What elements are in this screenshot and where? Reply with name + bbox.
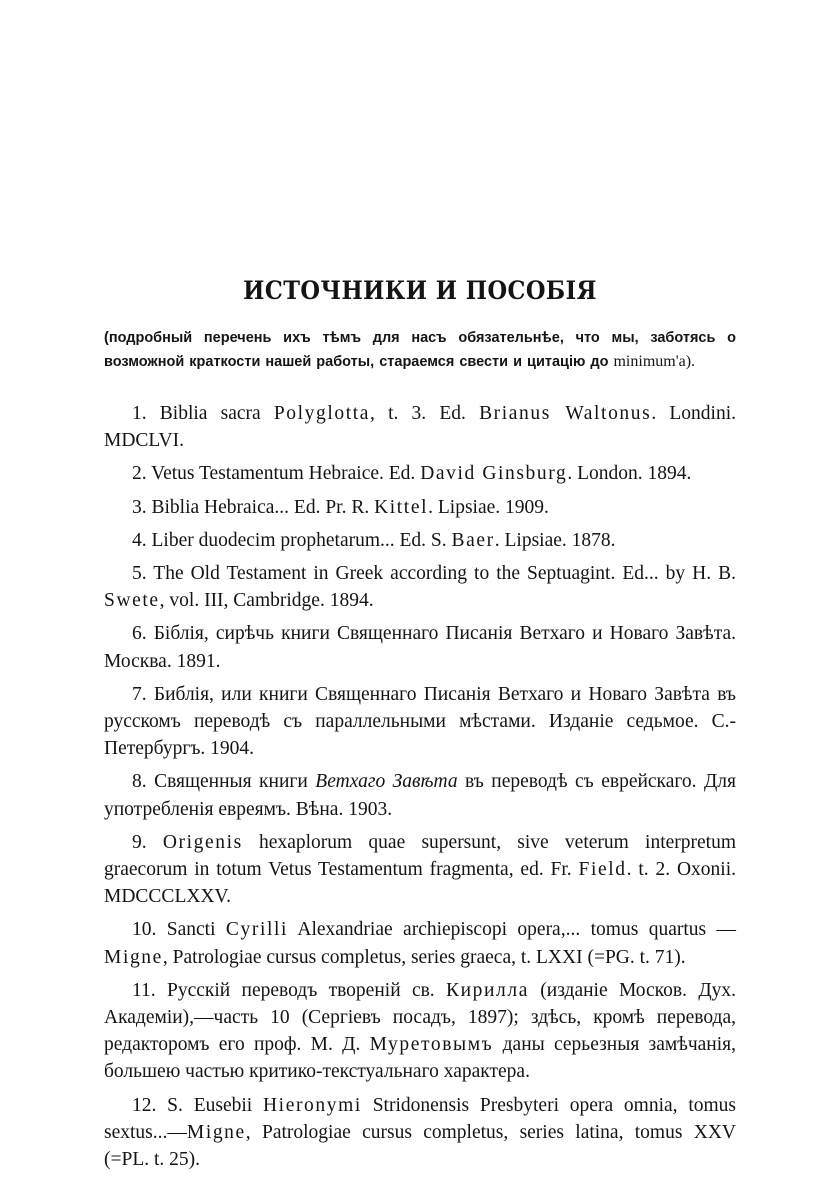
source-number: 9. bbox=[132, 831, 147, 853]
source-number: 1. bbox=[132, 403, 147, 424]
source-text: Stridonensis Presbyteri opera omnia, tomus sextus...— bbox=[104, 1094, 736, 1143]
source-number: 12. bbox=[132, 1094, 157, 1116]
source-text: , vol. III, Cambridge. 1894. bbox=[159, 590, 374, 612]
source-text: Vetus Testamentum Hebraice. Ed. bbox=[146, 463, 421, 485]
source-text: Biblia Hebraica... Ed. Pr. R. bbox=[146, 496, 375, 518]
source-text: (изданіе Москов. Дух. Академіи),—часть 10 (Сергіевъ посадъ, 1897); здѣсь, кромѣ перевода, редакторомъ его проф. М. Д. bbox=[104, 979, 736, 1056]
source-text: . Londini. MDCLVI. bbox=[104, 403, 736, 452]
spaced-name: Origenis bbox=[162, 831, 243, 853]
source-text: Біблія, сирѣчь книги Священнаго Писанія Ветхаго и Новаго Завѣта. Москва. 1891. bbox=[104, 623, 736, 672]
source-item bbox=[104, 620, 736, 674]
source-text: Biblia sacra bbox=[146, 403, 274, 424]
source-text: . t. 2. Oxonii. MDCCCLXXV. bbox=[104, 859, 736, 908]
source-item bbox=[104, 977, 736, 1086]
source-text: , Patrologiae cursus completus, series graeca, t. LXXI (=PG. t. 71). bbox=[162, 946, 686, 968]
source-text: Священныя книги bbox=[146, 771, 316, 793]
source-text: . Lipsiae. 1909. bbox=[428, 496, 549, 518]
source-item bbox=[104, 494, 736, 521]
source-text: The Old Testament in Greek according to the Septuagint. Ed... by H. B. bbox=[146, 563, 736, 585]
source-text: . Lipsiae. 1878. bbox=[494, 529, 616, 551]
source-number: 5. bbox=[132, 563, 147, 585]
source-number: 4. bbox=[132, 529, 147, 551]
source-number: 10. bbox=[132, 919, 157, 941]
subtitle bbox=[104, 326, 736, 374]
italic-title: Ветхаго Завѣта bbox=[315, 771, 458, 793]
source-text: Alexandriae archiepiscopi opera,... tomus quartus — bbox=[288, 919, 736, 941]
source-text: Русскій переводъ твореній св. bbox=[155, 979, 446, 1001]
spaced-name: Kittel bbox=[374, 496, 429, 518]
spaced-name: Муретовымъ bbox=[369, 1034, 494, 1056]
source-text: , Patrologiae cursus completus, series latina, tomus XXV (=PL. t. 25). bbox=[104, 1121, 736, 1171]
source-text: даны серьезныя замѣчанія, большею частью критико-текстуальнаго характера. bbox=[104, 1034, 737, 1083]
source-text: . London. 1894. bbox=[567, 463, 692, 485]
source-text: Sancti bbox=[156, 919, 226, 941]
subtitle-latin: minimum'a). bbox=[613, 353, 696, 370]
spaced-name: Brianus Waltonus bbox=[479, 403, 652, 424]
spaced-name: Polyglotta bbox=[273, 403, 371, 424]
source-item bbox=[104, 829, 736, 911]
source-item bbox=[104, 916, 736, 970]
spaced-name: Migne bbox=[186, 1121, 246, 1143]
source-item bbox=[104, 460, 736, 487]
spaced-name: Кирилла bbox=[446, 979, 529, 1001]
source-number: 8. bbox=[132, 771, 147, 793]
spaced-name: David Ginsburg bbox=[420, 463, 568, 485]
source-text: , t. 3. Ed. bbox=[370, 403, 480, 424]
source-item bbox=[104, 681, 736, 763]
source-item bbox=[104, 400, 736, 454]
sources-list bbox=[104, 400, 736, 1173]
page bbox=[104, 268, 736, 1179]
spaced-name: Hieronymi bbox=[263, 1094, 362, 1116]
spaced-name: Migne bbox=[104, 946, 163, 968]
spaced-name: Cyrilli bbox=[225, 919, 289, 941]
source-text: S. Eusebii bbox=[156, 1094, 263, 1116]
source-text: Библія, или книги Священнаго Писанія Ветхаго и Новаго Завѣта въ русскомъ переводѣ съ параллельными мѣстами. Изданіе седьмое. С.-Петербургъ. 1904. bbox=[104, 683, 736, 760]
source-text: Liber duodecim prophetarum... Ed. S. bbox=[146, 529, 452, 551]
subtitle-text: (подробный перечень ихъ тѣмъ для насъ обязательнѣе, что мы, заботясь о возможной краткости нашей работы, стараемся свести и цитацію до bbox=[104, 330, 736, 370]
source-number: 11. bbox=[132, 979, 156, 1001]
source-text: въ переводѣ съ еврейскаго. Для употребленія евреямъ. Вѣна. 1903. bbox=[104, 771, 736, 820]
spaced-name: Baer bbox=[451, 529, 495, 551]
spaced-name: Swete bbox=[104, 590, 160, 612]
page-title: ИСТОЧНИКИ И ПОСОБІЯ bbox=[243, 276, 597, 305]
source-text bbox=[147, 832, 163, 853]
source-number: 3. bbox=[132, 496, 147, 518]
source-item bbox=[104, 527, 736, 554]
source-text: hexaplorum quae supersunt, sive veterum interpretum graecorum in totum Vetus Testamentum fragmenta, ed. Fr. bbox=[104, 831, 737, 881]
source-item bbox=[104, 1092, 736, 1174]
source-item bbox=[104, 560, 736, 614]
source-item bbox=[104, 768, 736, 822]
source-number: 7. bbox=[132, 683, 147, 705]
source-number: 6. bbox=[132, 623, 147, 645]
spaced-name: Field bbox=[578, 859, 627, 881]
source-number: 2. bbox=[132, 463, 147, 485]
